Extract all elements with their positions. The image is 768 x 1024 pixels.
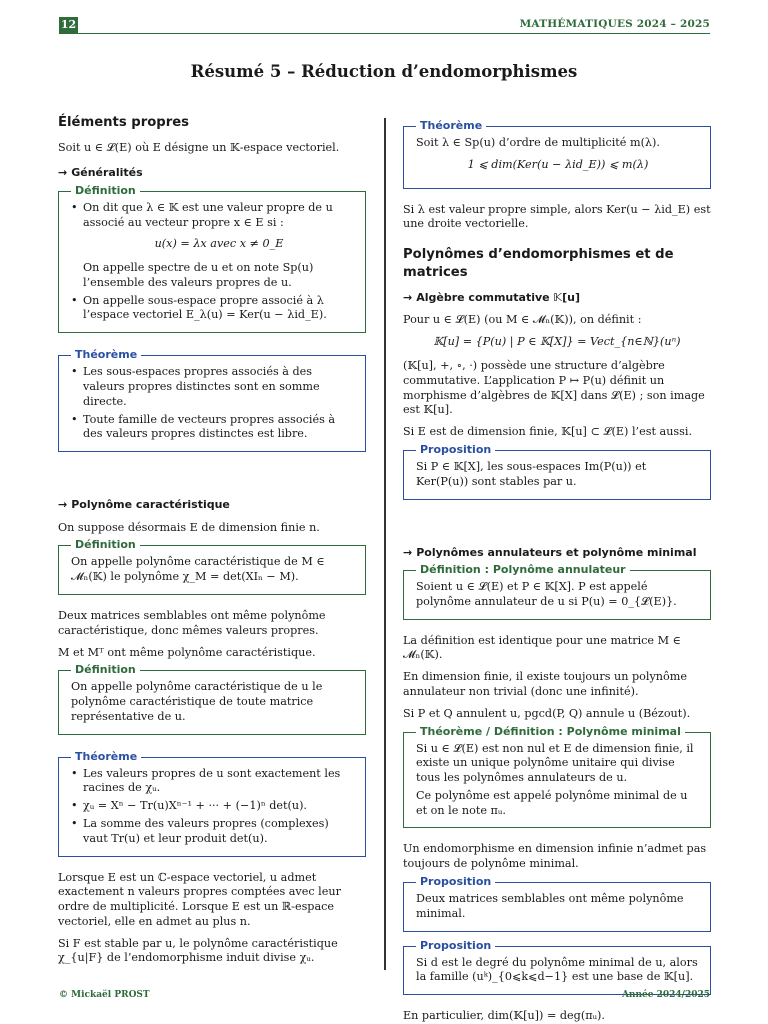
paragraph: M et Mᵀ ont même polynôme caractéristique. [58, 645, 316, 659]
list-item: • On dit que λ ∈ 𝕂 est une valeur propre de u associé au vecteur propre x ∈ E si : u(x) = λx avec x ≠ 0_E On appelle spectre de u et on note Sp(u) l’ensemble des valeurs propres de u. [71, 201, 355, 291]
paragraph: On suppose désormais E de dimension finie n. [58, 520, 320, 534]
formula: 1 ⩽ dim(Ker(u − λid_E)) ⩽ m(λ) [467, 157, 649, 171]
list-item: • Les sous-espaces propres associés à des valeurs propres distinctes sont en somme directe. [71, 365, 355, 409]
arrow-icon: → [403, 545, 413, 559]
definition-box-polynome-annulateur: Définition : Polynôme annulateur Soient u ∈ 𝓛(E) et P ∈ 𝕂[X]. P est appelé polynôme annulateur de u si P(u) = 0_{𝓛(E)}. [403, 570, 711, 620]
paragraph: Pour u ∈ 𝓛(E) (ou M ∈ 𝓜ₙ(𝕂)), on définit : [403, 313, 642, 327]
proposition-box-sous-espaces-stables: Proposition Si P ∈ 𝕂[X], les sous-espaces Im(P(u)) et Ker(P(u)) sont stables par u. [403, 450, 711, 500]
arrow-icon: → [58, 166, 68, 180]
box-label: Théorème [416, 118, 486, 134]
column-divider [384, 118, 386, 970]
paragraph: Si λ est valeur propre simple, alors Ker(u − λid_E) est une droite vectorielle. [403, 202, 711, 231]
paragraph: Lorsque E est un ℂ-espace vectoriel, u admet exactement n valeurs propres comptées avec leur ordre de multiplicité. Lorsque E est un ℝ-espace vectoriel, elle en admet au plus n. [58, 870, 341, 928]
left-column [58, 114, 366, 973]
formula: u(x) = λx avec x ≠ 0_E [154, 237, 284, 251]
box-label: Proposition [416, 938, 495, 954]
theorem-box-multiplicite: Théorème Soit λ ∈ Sp(u) d’ordre de multiplicité m(λ). 1 ⩽ dim(Ker(u − λid_E)) ⩽ m(λ) [403, 126, 711, 189]
intro-text: Soit u ∈ 𝓛(E) où E désigne un 𝕂-espace vectoriel. [58, 141, 340, 155]
box-label: Proposition [416, 874, 495, 890]
paragraph: Un endomorphisme en dimension infinie n’admet pas toujours de polynôme minimal. [403, 842, 707, 871]
paragraph: (𝕂[u], +, ∘, ·) possède une structure d’algèbre commutative. L’application P ↦ P(u) définit un morphisme d’algèbres de 𝕂[X] dans 𝓛(E) ; son image est 𝕂[u]. [403, 359, 705, 417]
page-number: 12 [60, 18, 77, 31]
definition-box-polynome-caracteristique-matrice: Définition On appelle polynôme caractéristique de M ∈ 𝓜ₙ(𝕂) le polynôme χ_M = det(XIₙ − M). [58, 545, 366, 595]
box-label: Définition [71, 183, 140, 199]
right-column [403, 118, 711, 1024]
box-label: Proposition [416, 442, 495, 458]
paragraph: Si P et Q annulent u, pgcd(P, Q) annule u (Bézout). [403, 706, 691, 720]
theorem-definition-box-polynome-minimal: Théorème / Définition : Polynôme minimal Si u ∈ 𝓛(E) est non nul et E de dimension finie, il existe un unique polynôme unitaire qui divise tous les polynômes annulateurs de u. Ce polynôme est appelé polynôme minimal de u et on le note πᵤ. [403, 732, 711, 829]
subsection-polynome-caracteristique: → Polynôme caractéristique [58, 498, 230, 512]
box-label: Définition [71, 662, 140, 678]
paragraph: La définition est identique pour une matrice M ∈ 𝓜ₙ(𝕂). [403, 633, 681, 662]
box-label: Théorème [71, 347, 141, 363]
subsection-polynomes-annulateurs: → Polynômes annulateurs et polynôme minimal [403, 545, 697, 559]
section-title-polynomes: Polynômes d’endomorphismes et de matrices [403, 247, 674, 280]
box-label: Définition [71, 537, 140, 553]
proposition-box-base-ku: Proposition Si d est le degré du polynôme minimal de u, alors la famille (uᵏ)_{0⩽k⩽d−1} est une base de 𝕂[u]. [403, 946, 711, 996]
theorem-box-somme-directe [58, 348, 366, 452]
formula: 𝕂[u] = {P(u) | P ∈ 𝕂[X]} = Vect_{n∈ℕ}(uⁿ) [433, 335, 681, 349]
footer-author: © Mickaël PROST [59, 990, 150, 1000]
paragraph: Si E est de dimension finie, 𝕂[u] ⊂ 𝓛(E) l’est aussi. [403, 425, 693, 439]
box-label: Théorème [71, 749, 141, 765]
section-title-elements-propres: Éléments propres [58, 115, 190, 130]
page-title: Résumé 5 – Réduction d’endomorphismes [190, 62, 578, 81]
footer-year: Année 2024/2025 [621, 990, 710, 1000]
proposition-box-matrices-semblables: Proposition Deux matrices semblables ont même polynôme minimal. [403, 882, 711, 932]
box-label: Théorème / Définition : Polynôme minimal [416, 724, 685, 740]
box-label: Définition : Polynôme annulateur [416, 562, 630, 578]
paragraph: En particulier, dim(𝕂[u]) = deg(πᵤ). [403, 1009, 605, 1023]
paragraph: En dimension finie, il existe toujours un polynôme annulateur non trivial (donc une infinité). [403, 670, 687, 698]
list-item: • Toute famille de vecteurs propres associés à des valeurs propres distinctes est libre. [71, 413, 355, 443]
definition-box-polynome-caracteristique-endomorphisme: Définition On appelle polynôme caractéristique de u le polynôme caractéristique de toute matrice représentative de u. [58, 670, 366, 734]
paragraph: Deux matrices semblables ont même polynôme caractéristique, donc mêmes valeurs propres. [58, 608, 326, 637]
list-item: • On appelle sous-espace propre associé à λ l’espace vectoriel E_λ(u) = Ker(u − λid_E). [71, 294, 355, 324]
arrow-icon: → [58, 498, 68, 512]
list-item: • χᵤ = Xⁿ − Tr(u)Xⁿ⁻¹ + ··· + (−1)ⁿ det(u). [71, 799, 355, 814]
subsection-generalites: → Généralités [58, 166, 143, 180]
subsection-algebre-commutative: → Algèbre commutative 𝕂[u] [403, 290, 581, 304]
running-title: MATHÉMATIQUES 2024 – 2025 [519, 18, 710, 30]
theorem-box-valeurs-propres [58, 749, 366, 857]
list-item: • Les valeurs propres de u sont exactement les racines de χᵤ. [71, 767, 355, 797]
arrow-icon: → [403, 290, 413, 304]
paragraph: Si F est stable par u, le polynôme caractéristique χ_{u|F} de l’endomorphisme induit divise χᵤ. [58, 936, 338, 965]
list-item: • La somme des valeurs propres (complexes) vaut Tr(u) et leur produit det(u). [71, 817, 355, 847]
definition-box-valeur-propre [58, 183, 366, 333]
page-header [59, 17, 710, 34]
